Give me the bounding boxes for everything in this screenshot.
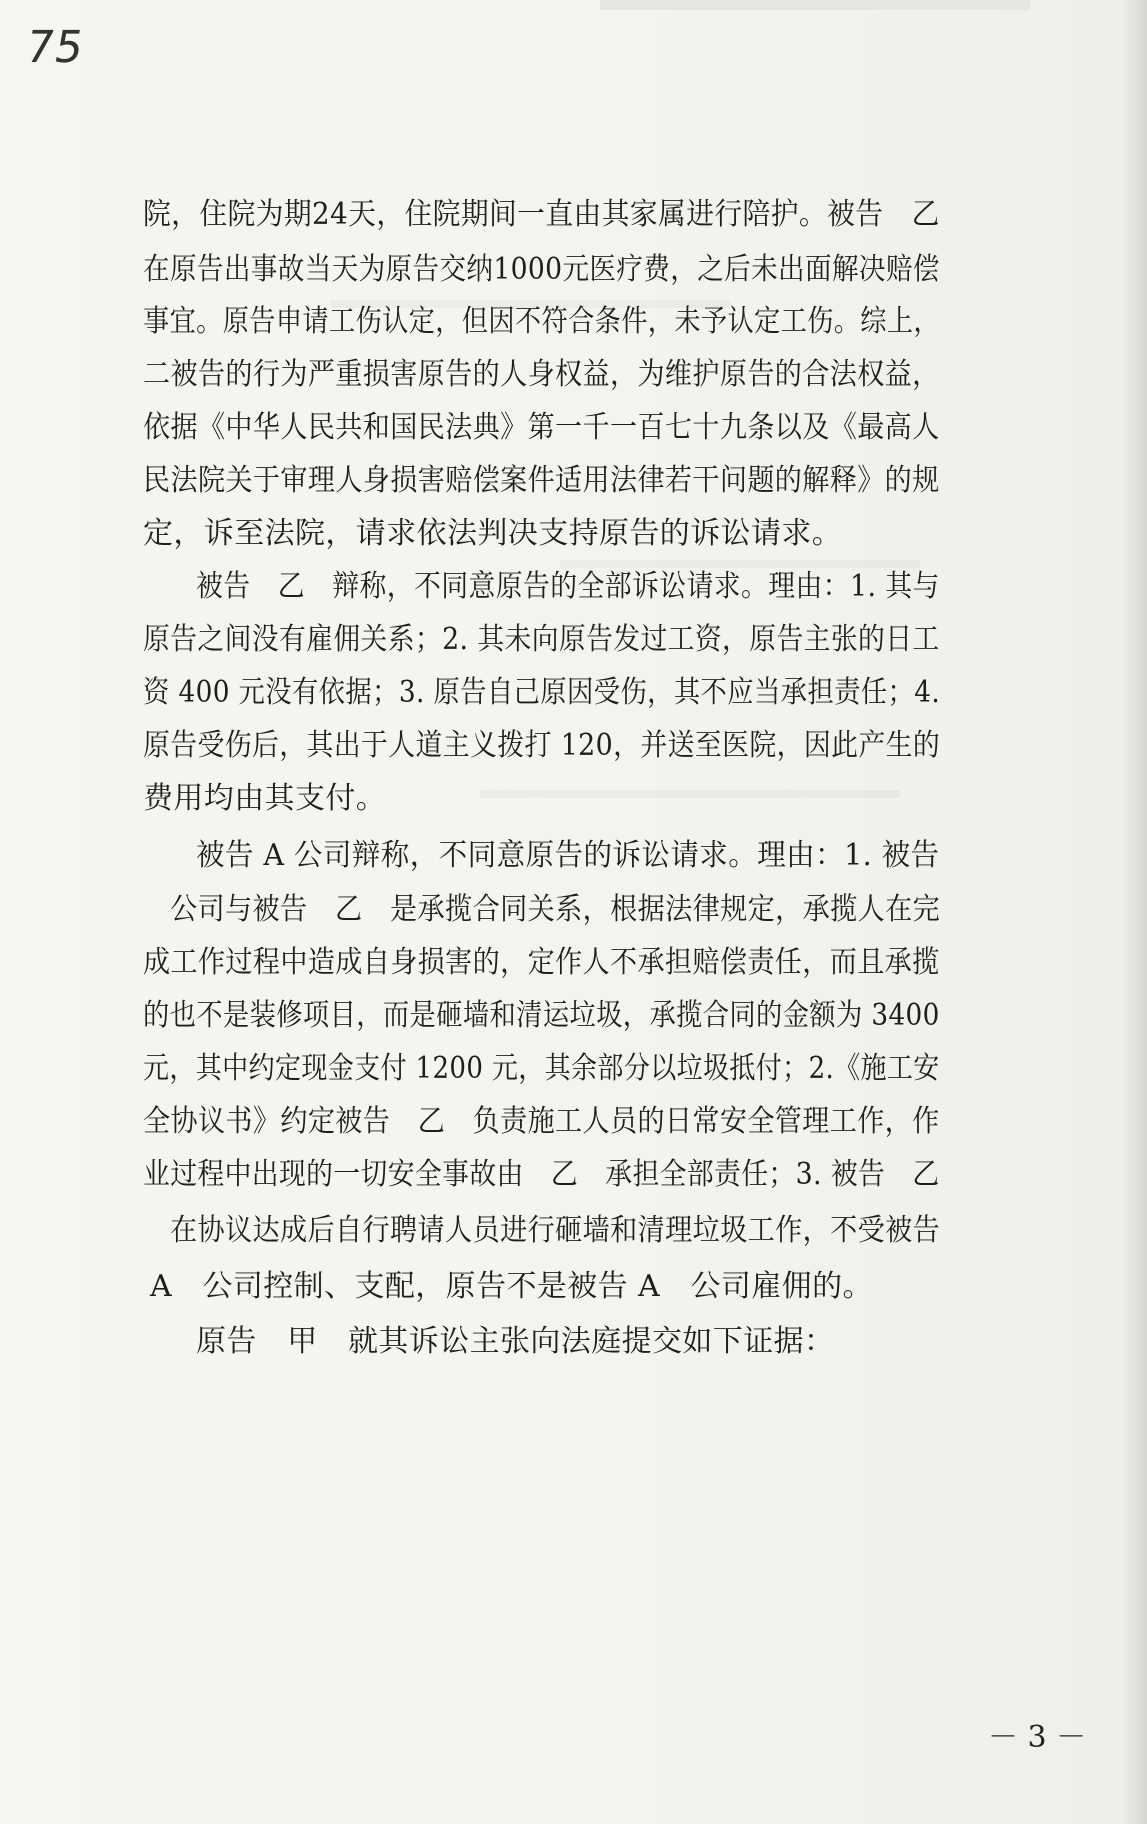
text-line: 被告 A 公司辩称，不同意原告的诉讼请求。理由：1. 被告 (196, 838, 940, 873)
text-line: 原告 甲 就其诉讼主张向法庭提交如下证据： (196, 1324, 835, 1359)
scan-top-strip (600, 0, 1030, 10)
text-line: 被告 乙 辩称，不同意原告的全部诉讼请求。理由：1. 其与 (196, 569, 940, 604)
text-line: 依据《中华人民共和国民法典》第一千一百七十九条以及《最高人 (143, 410, 940, 445)
text-line: 的也不是装修项目，而是砸墙和清运垃圾，承揽合同的金额为 3400 (143, 998, 940, 1033)
page-number: － 3 － (988, 1720, 1087, 1755)
text-line: 在原告出事故当天为原告交纳1000元医疗费，之后未出面解决赔偿 (143, 252, 940, 287)
text-line: 事宜。原告申请工伤认定，但因不符合条件，未予认定工伤。综上， (143, 304, 940, 339)
handwritten-page-number: 75 (21, 22, 89, 73)
bleed-through-mark (480, 790, 900, 798)
text-line: 二被告的行为严重损害原告的人身权益，为维护原告的合法权益， (143, 357, 940, 392)
text-line: 业过程中出现的一切安全事故由 乙 承担全部责任；3. 被告 乙 (143, 1157, 940, 1192)
text-line: 费用均由其支付。 (143, 781, 387, 816)
page-edge-shadow (1121, 0, 1147, 1824)
text-line: 元，其中约定现金支付 1200 元，其余部分以垃圾抵付；2.《施工安 (143, 1051, 940, 1086)
text-line: 资 400 元没有依据；3. 原告自己原因受伤，其不应当承担责任；4. (143, 675, 941, 710)
text-line: A 公司控制、支配，原告不是被告 A 公司雇佣的。 (150, 1269, 873, 1304)
text-line: 公司与被告 乙 是承揽合同关系，根据法律规定，承揽人在完 (170, 892, 941, 927)
text-line: 在协议达成后自行聘请人员进行砸墙和清理垃圾工作，不受被告 (170, 1213, 941, 1248)
text-line: 成工作过程中造成自身损害的，定作人不承担赔偿责任，而且承揽 (143, 945, 940, 980)
text-line: 原告之间没有雇佣关系；2. 其未向原告发过工资，原告主张的日工 (143, 622, 940, 657)
text-line: 全协议书》约定被告 乙 负责施工人员的日常安全管理工作，作 (143, 1104, 940, 1139)
text-line: 院，住院为期24天，住院期间一直由其家属进行陪护。被告 乙 (143, 197, 940, 232)
text-line: 定，诉至法院，请求依法判决支持原告的诉讼请求。 (143, 516, 843, 551)
text-line: 民法院关于审理人身损害赔偿案件适用法律若干问题的解释》的规 (143, 463, 940, 498)
text-line: 原告受伤后，其出于人道主义拨打 120，并送至医院，因此产生的 (143, 728, 941, 763)
